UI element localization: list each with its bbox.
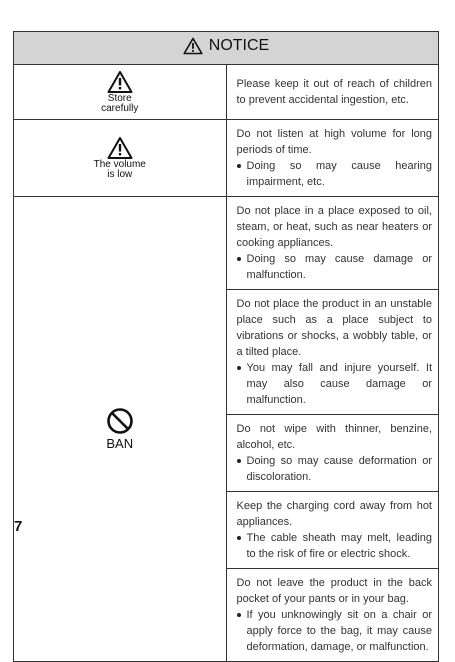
ban-bullet: Doing so may cause damage or malfunction. (237, 251, 433, 283)
ban-text: Keep the charging cord away from hot appliances. (236, 500, 432, 528)
icon-label-line1: Store (107, 93, 132, 104)
warning-triangle-icon (107, 70, 133, 94)
ban-text: Do not place in a place exposed to oil, steam, or heat, such as near heaters or cooking appliances. (236, 205, 432, 249)
icon-label-line2: is low (107, 169, 133, 180)
ban-row (14, 197, 439, 290)
ban-bullet: If you unknowingly sit on a chair or apply force to the bag, it may cause deformation, damage, or malfunction. (237, 607, 433, 655)
ban-text: Do not leave the product in the back pocket of your pants or in your bag. (236, 577, 432, 605)
notice-header (14, 32, 439, 65)
ban-text: Do not wipe with thinner, benzine, alcohol, etc. (236, 423, 432, 451)
prohibition-icon (106, 407, 134, 435)
notice-row-volume (14, 120, 439, 197)
page-number: 7 (14, 518, 23, 535)
icon-label-line2: carefully (101, 103, 139, 114)
ban-bullet: Doing so may cause deformation or discoloration. (237, 453, 433, 485)
ban-text: Do not place the product in an unstable place such as a place subject to vibrations or shocks, a wobbly table, or a tilted place. (236, 298, 432, 358)
ban-label: BAN (106, 436, 134, 451)
ban-bullet: The cable sheath may melt, leading to the risk of fire or electric shock. (237, 530, 433, 562)
ban-icon-cell (14, 197, 227, 662)
notice-title: NOTICE (208, 36, 270, 54)
warning-triangle-icon (107, 136, 133, 160)
icon-label-line1: The volume (93, 159, 146, 170)
ban-bullet: You may fall and injure yourself. It may also cause damage or malfunction. (237, 360, 433, 408)
notice-text: Do not listen at high volume for long periods of time. (236, 128, 432, 156)
notice-row-store (14, 65, 439, 120)
warning-triangle-icon (183, 37, 203, 55)
notice-table (13, 31, 439, 662)
notice-bullet: Doing so may cause hearing impairment, etc. (237, 158, 433, 190)
notice-text: Please keep it out of reach of children to prevent accidental ingestion, etc. (236, 78, 432, 106)
